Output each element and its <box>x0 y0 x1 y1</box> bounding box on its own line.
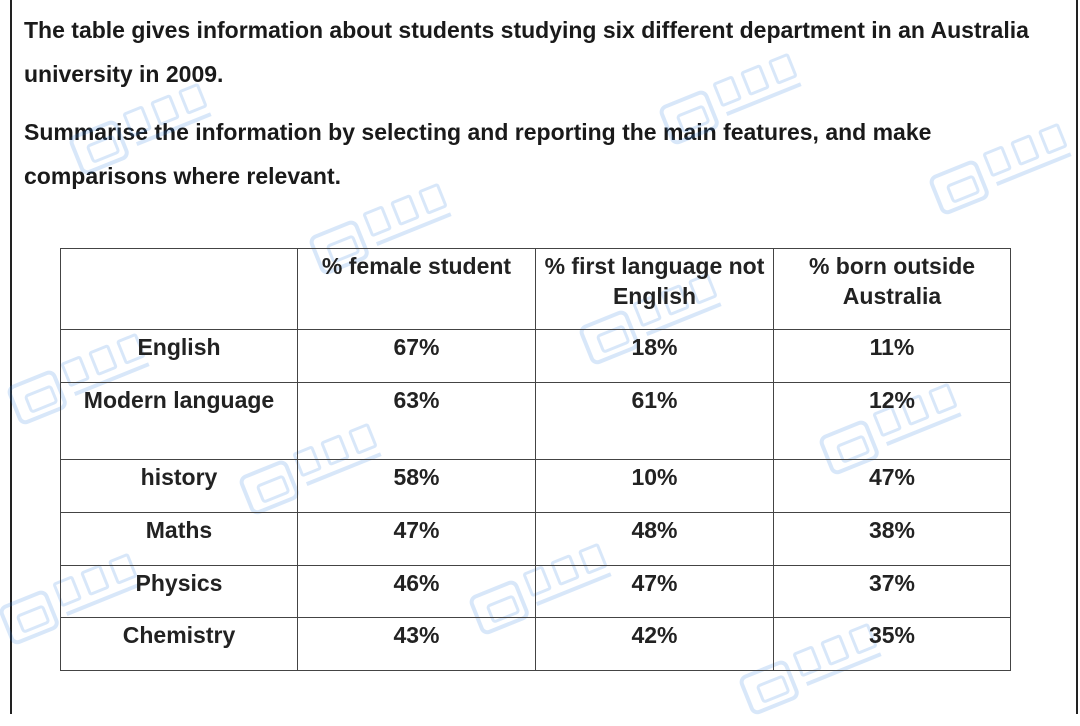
female-cell: 58% <box>298 460 536 513</box>
first-language-cell: 10% <box>536 460 774 513</box>
prompt-instruction: Summarise the information by selecting and reporting the main features, and make comparisons where relevant. <box>24 119 932 189</box>
first-language-cell: 18% <box>536 330 774 383</box>
born-outside-cell: 35% <box>774 618 1011 671</box>
department-cell: Chemistry <box>61 618 298 671</box>
born-outside-cell: 47% <box>774 460 1011 513</box>
born-outside-cell: 12% <box>774 382 1011 460</box>
born-outside-cell: 37% <box>774 565 1011 618</box>
female-cell: 63% <box>298 382 536 460</box>
table-row <box>61 618 1011 671</box>
female-cell: 46% <box>298 565 536 618</box>
department-cell: English <box>61 330 298 383</box>
department-cell: Maths <box>61 512 298 565</box>
department-cell: Modern language <box>61 382 298 460</box>
header-female-student: % female student <box>298 249 536 330</box>
first-language-cell: 47% <box>536 565 774 618</box>
header-first-language-not-english: % first language not English <box>536 249 774 330</box>
born-outside-cell: 11% <box>774 330 1011 383</box>
task-prompt <box>24 8 1064 198</box>
female-cell: 67% <box>298 330 536 383</box>
prompt-description: The table gives information about students studying six different department in an Australia university in 2009. <box>24 17 1029 87</box>
table-row <box>61 512 1011 565</box>
female-cell: 43% <box>298 618 536 671</box>
table-header-row <box>61 249 1011 330</box>
department-cell: history <box>61 460 298 513</box>
header-born-outside-australia: % born outside Australia <box>774 249 1011 330</box>
student-data-table <box>60 248 1011 671</box>
header-department <box>61 249 298 330</box>
first-language-cell: 61% <box>536 382 774 460</box>
table-row <box>61 565 1011 618</box>
table-row <box>61 382 1011 460</box>
first-language-cell: 48% <box>536 512 774 565</box>
table-row <box>61 330 1011 383</box>
first-language-cell: 42% <box>536 618 774 671</box>
department-cell: Physics <box>61 565 298 618</box>
born-outside-cell: 38% <box>774 512 1011 565</box>
female-cell: 47% <box>298 512 536 565</box>
table-row <box>61 460 1011 513</box>
